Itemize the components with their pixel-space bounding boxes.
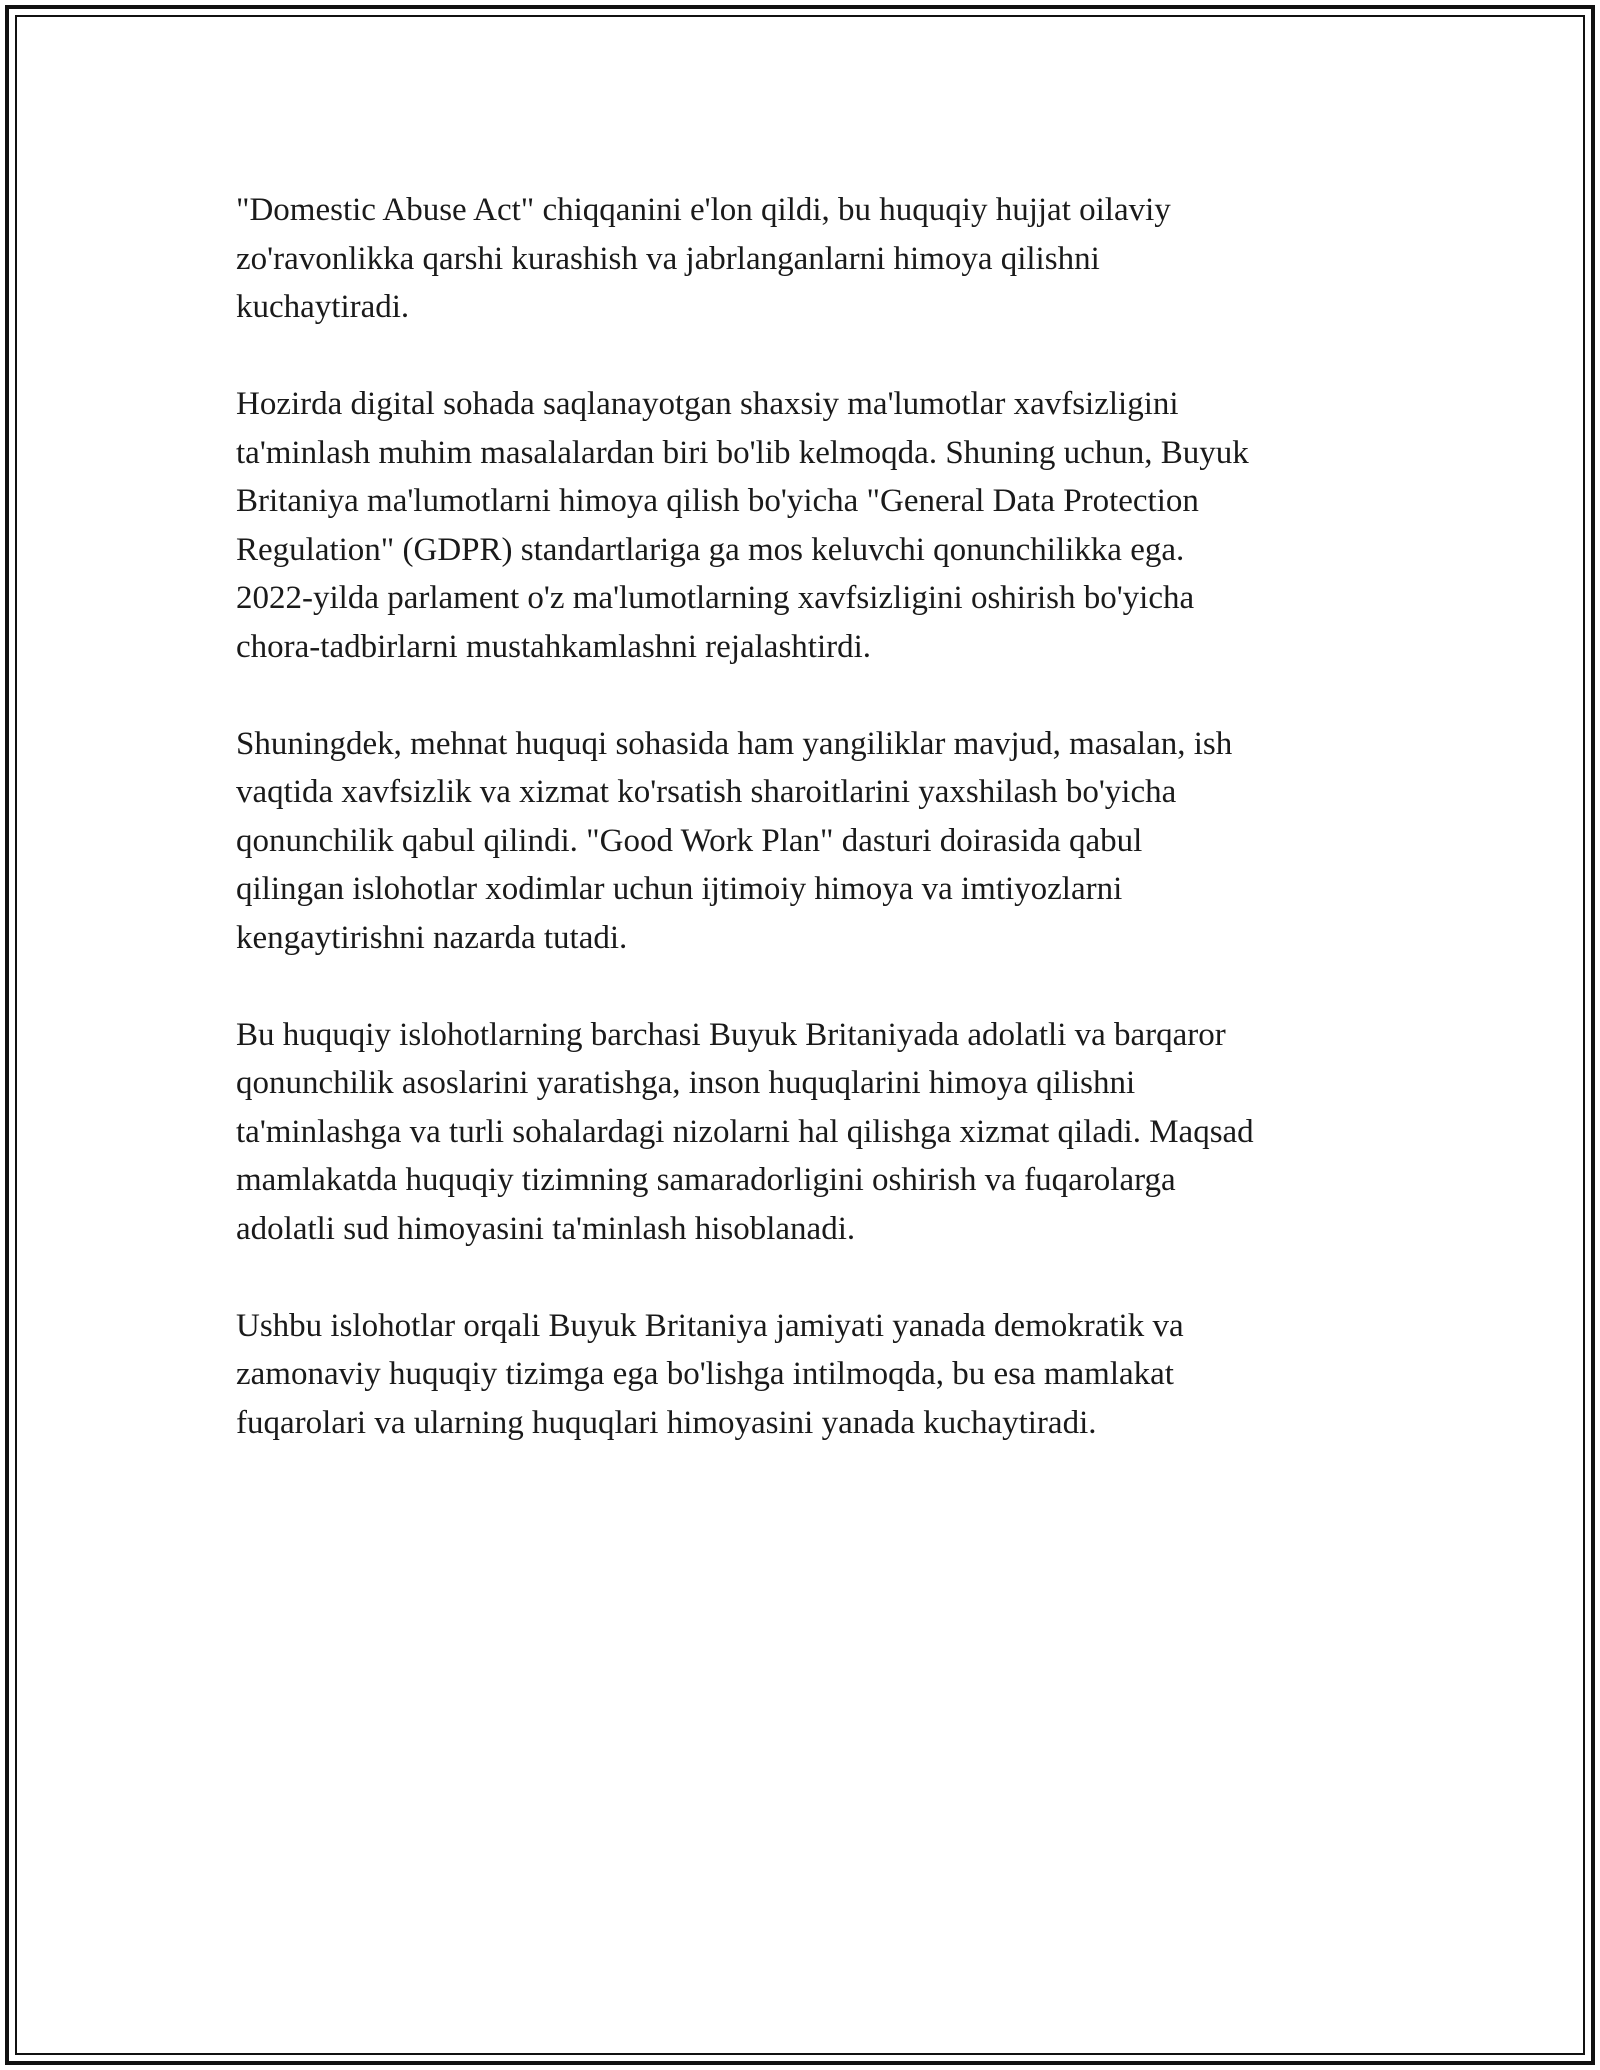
text-line: qilingan islohotlar xodimlar uchun ijtimoiy himoya va imtiyozlarni: [236, 871, 1123, 907]
text-line: 2022-yilda parlament o'z ma'lumotlarning xavfsizligini oshirish bo'yicha: [236, 580, 1195, 616]
text-line: qonunchilik qabul qilindi. "Good Work Plan" dasturi doirasida qabul: [236, 822, 1143, 859]
text-line: Britaniya ma'lumotlarni himoya qilish bo'yicha "General Data Protection: [236, 483, 1199, 519]
text-line: Shuningdek, mehnat huquqi sohasida ham yangiliklar mavjud, masalan, ish: [236, 725, 1233, 762]
text-line: zamonaviy huquqiy tizimga ega bo'lishga intilmoqda, bu esa mamlakat: [236, 1356, 1174, 1392]
text-line: Regulation" (GDPR) standartlariga ga mos keluvchi qonunchilikka ega.: [236, 531, 1185, 568]
text-line: adolatli sud himoyasini ta'minlash hisoblanadi.: [236, 1210, 856, 1247]
text-line: Hozirda digital sohada saqlanayotgan shaxsiy ma'lumotlar xavfsizligini: [236, 386, 1179, 422]
text-line: "Domestic Abuse Act" chiqqanini e'lon qildi, bu huquqiy hujjat oilaviy: [236, 192, 1171, 228]
paragraph-legal-reforms: [236, 1011, 1386, 1254]
text-line: kengaytirishni nazarda tutadi.: [236, 919, 628, 956]
text-line: zo'ravonlikka qarshi kurashish va jabrlanganlarni himoya qilishni: [236, 240, 1100, 277]
text-line: vaqtida xavfsizlik va xizmat ko'rsatish sharoitlarini yaxshilash bo'yicha: [236, 774, 1177, 810]
text-line: chora-tadbirlarni mustahkamlashni rejalashtirdi.: [236, 628, 872, 665]
text-line: qonunchilik asoslarini yaratishga, inson huquqlarini himoya qilishni: [236, 1065, 1136, 1101]
text-line: Ushbu islohotlar orqali Buyuk Britaniya jamiyati yanada demokratik va: [236, 1307, 1184, 1344]
paragraph-labour-law: [236, 720, 1386, 963]
paragraph-conclusion: [236, 1302, 1386, 1448]
paragraph-data-protection: [236, 380, 1386, 671]
text-line: kuchaytiradi.: [236, 289, 410, 325]
text-line: Bu huquqiy islohotlarning barchasi Buyuk Britaniyada adolatli va barqaror: [236, 1016, 1226, 1053]
text-line: ta'minlashga va turli sohalardagi nizolarni hal qilishga xizmat qiladi. Maqsad: [236, 1113, 1254, 1150]
document-body: [236, 186, 1386, 1496]
text-line: ta'minlash muhim masalalardan biri bo'lib kelmoqda. Shuning uchun, Buyuk: [236, 434, 1249, 471]
paragraph-domestic-abuse-act: [236, 186, 1386, 332]
text-line: fuqarolari va ularning huquqlari himoyasini yanada kuchaytiradi.: [236, 1404, 1097, 1441]
text-line: mamlakatda huquqiy tizimning samaradorligini oshirish va fuqarolarga: [236, 1162, 1176, 1198]
